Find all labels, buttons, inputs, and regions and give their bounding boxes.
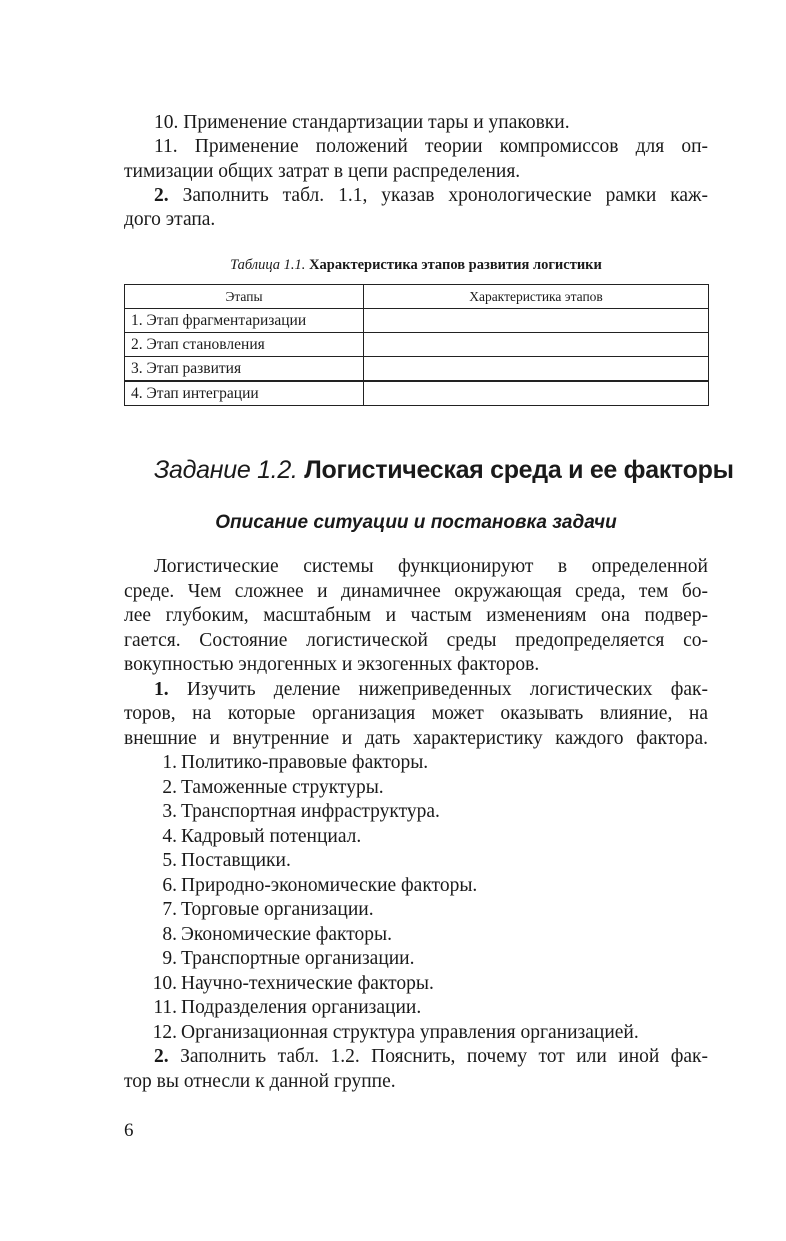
task1-line2: торов, на которые организация может оказывать влияние, на — [124, 703, 708, 724]
list-item — [124, 825, 724, 850]
list-item-11-line2: тимизации общих затрат в цепи распределения. — [124, 161, 521, 182]
task2b-number: 2. — [154, 1046, 169, 1067]
list-item-number: 11. — [153, 997, 177, 1018]
table-cell-empty — [364, 381, 709, 406]
list-item — [124, 800, 724, 825]
task2-number: 2. — [154, 185, 169, 206]
list-item — [124, 1021, 724, 1046]
section-heading — [154, 456, 734, 485]
table-header-characteristic: Характеристика этапов — [364, 285, 709, 309]
table-cell-stage: 1. Этап фрагментаризации — [125, 309, 364, 333]
table-caption-label: Таблица 1.1. — [230, 257, 306, 273]
list-item — [124, 996, 724, 1021]
list-item-text: Таможенные структуры. — [181, 776, 384, 798]
list-item-text: Транспортные организации. — [181, 948, 415, 969]
list-item-text: Организационная структура управления организацией. — [181, 1021, 639, 1043]
factors-list — [124, 751, 724, 1045]
list-item-text: Природно-экономические факторы. — [181, 874, 478, 896]
list-item-number: 10. — [152, 972, 177, 994]
list-item-text: Транспортная инфраструктура. — [181, 801, 440, 822]
table-caption — [124, 257, 708, 274]
table-row — [125, 333, 709, 357]
table-row — [125, 357, 709, 382]
page-number: 6 — [124, 1120, 134, 1141]
table-header-stages: Этапы — [125, 285, 364, 309]
list-item — [124, 776, 724, 801]
task1-line3: внешние и внутренние и дать характеристику каждого фактора. — [124, 728, 708, 749]
section-subtitle: Описание ситуации и постановка задачи — [215, 512, 617, 533]
table-row — [125, 381, 709, 406]
table-cell-empty — [364, 309, 709, 333]
table-header-row — [125, 285, 709, 309]
list-item-number: 6. — [162, 874, 177, 896]
task2-text: Заполнить табл. 1.1, указав хронологические рамки каж- — [182, 185, 709, 206]
section-title: Логистическая среда и ее факторы — [304, 456, 734, 484]
list-item-number: 5. — [162, 850, 177, 871]
list-item-number: 8. — [162, 923, 177, 945]
task1-number: 1. — [154, 679, 169, 700]
task2-line2: дого этапа. — [124, 209, 216, 230]
list-item-number: 3. — [162, 801, 177, 822]
table-cell-stage: 4. Этап интеграции — [125, 381, 364, 406]
table-cell-empty — [364, 357, 709, 382]
list-item-number: 9. — [162, 948, 177, 969]
list-item-text: Научно-технические факторы. — [181, 972, 434, 994]
task2b-line1 — [124, 1045, 708, 1070]
list-item-number: 4. — [162, 825, 177, 847]
list-item-text: Экономические факторы. — [181, 923, 392, 945]
paragraph-line: лее глубоким, масштабным и частым изменениям она подвер- — [124, 605, 708, 626]
list-item-number: 1. — [162, 752, 177, 773]
paragraph-line: вокупностью эндогенных и экзогенных факторов. — [124, 654, 540, 675]
table-cell-stage: 2. Этап становления — [125, 333, 364, 357]
table-caption-title: Характеристика этапов развития логистики — [309, 257, 602, 273]
table-cell-empty — [364, 333, 709, 357]
list-item-text: Торговые организации. — [181, 899, 374, 920]
task2-line1 — [124, 184, 708, 209]
table-row — [125, 309, 709, 333]
table-cell-stage: 3. Этап развития — [125, 357, 364, 382]
list-item — [124, 849, 724, 874]
list-item — [124, 898, 724, 923]
list-item-number: 2. — [162, 776, 177, 798]
task1-text: Изучить деление нижеприведенных логистических фак- — [186, 679, 708, 700]
paragraph-line: Логистические системы функционируют в определенной — [154, 556, 708, 577]
list-item — [124, 972, 724, 997]
list-item-text: Подразделения организации. — [181, 997, 422, 1018]
list-item — [124, 874, 724, 899]
list-item-text: Политико-правовые факторы. — [181, 752, 429, 773]
list-item-text: Поставщики. — [181, 850, 291, 871]
task2b-text: Заполнить табл. 1.2. Пояснить, почему тот или иной фак- — [180, 1046, 709, 1067]
list-item — [124, 947, 724, 972]
task2b-line2: тор вы отнесли к данной группе. — [124, 1071, 396, 1092]
list-item-number: 7. — [162, 899, 177, 920]
list-item-text: Кадровый потенциал. — [181, 825, 362, 847]
list-item-number: 12. — [152, 1021, 177, 1043]
list-item — [124, 751, 724, 776]
paragraph-line: среде. Чем сложнее и динамичнее окружающая среда, тем бо- — [124, 581, 708, 602]
list-item-11-line1: 11. Применение положений теории компромиссов для оп- — [154, 136, 708, 157]
paragraph-line: гается. Состояние логистической среды предопределяется со- — [124, 630, 708, 651]
section-label: Задание 1.2. — [154, 456, 298, 484]
task1-line1 — [124, 678, 708, 703]
list-item — [124, 923, 724, 948]
stages-table — [124, 284, 709, 406]
list-item-10: 10. Применение стандартизации тары и упаковки. — [154, 112, 570, 133]
